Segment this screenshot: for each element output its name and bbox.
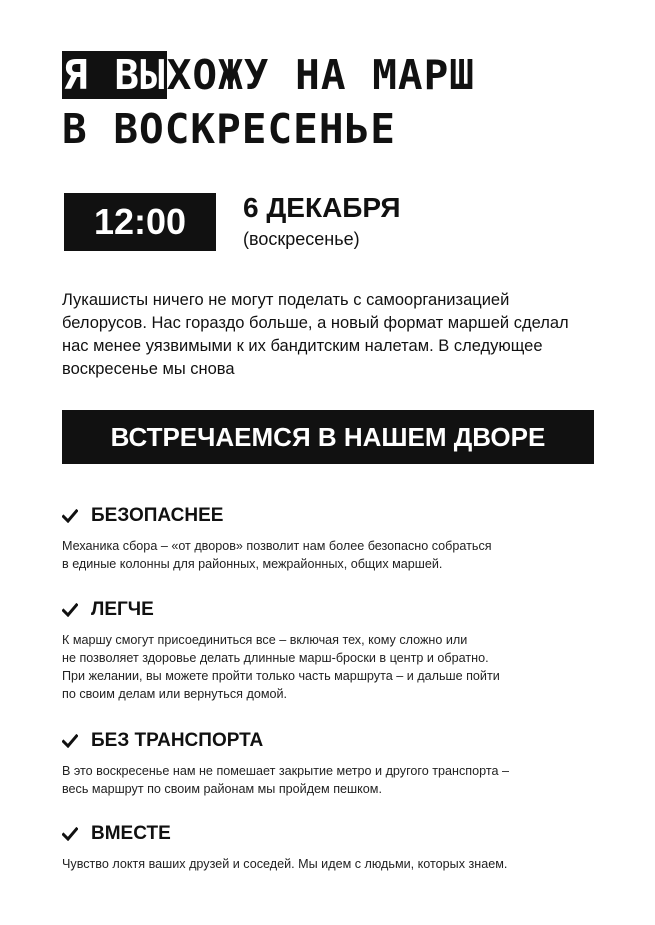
feature-text-line: К маршу смогут присоединиться все – включая тех, кому сложно или <box>62 633 468 647</box>
event-weekday: (воскресенье) <box>243 229 360 249</box>
feature-easier <box>62 597 622 703</box>
checkmark-icon <box>62 509 78 523</box>
feature-description <box>62 762 622 798</box>
intro-line: нас менее уязвимыми к их бандитским налетам. В следующее <box>62 337 543 355</box>
feature-text-line: в единые колонны для районных, межрайонных, общих маршей. <box>62 557 443 571</box>
feature-description <box>62 537 622 573</box>
feature-description <box>62 855 622 873</box>
feature-title: ВМЕСТЕ <box>91 823 171 844</box>
intro-paragraph <box>62 289 622 381</box>
checkmark-icon <box>62 603 78 617</box>
intro-line: белорусов. Нас гораздо больше, а новый формат маршей сделал <box>62 314 569 332</box>
feature-text-line: по своим делам или вернуться домой. <box>62 687 288 701</box>
headline-rest: ХОЖУ НА МАРШ <box>166 51 475 99</box>
feature-title: БЕЗ ТРАНСПОРТА <box>91 730 264 751</box>
feature-no-transport <box>62 728 622 798</box>
feature-text-line: весь маршрут по своим районам мы пройдем пешком. <box>62 782 382 796</box>
intro-line: Лукашисты ничего не могут поделать с самоорганизацией <box>62 291 510 309</box>
event-date: 6 ДЕКАБРЯ <box>243 192 401 223</box>
feature-text-line: При желании, вы можете пройти только часть маршрута – и дальше пойти <box>62 669 500 683</box>
feature-together <box>62 821 622 873</box>
intro-line: воскресенье мы снова <box>62 360 235 378</box>
feature-title: БЕЗОПАСНЕЕ <box>91 505 224 526</box>
headline-line-1 <box>62 52 475 98</box>
checkmark-icon <box>62 827 78 841</box>
headline-highlight: Я ВЫ <box>63 51 166 99</box>
feature-text-line: не позволяет здоровье делать длинные марш-броски в центр и обратно. <box>62 651 489 665</box>
feature-text-line: Механика сбора – «от дворов» позволит нам более безопасно собраться <box>62 539 492 553</box>
feature-text-line: В это воскресенье нам не помешает закрытие метро и другого транспорта – <box>62 764 509 778</box>
feature-safer <box>62 503 622 573</box>
feature-title: ЛЕГЧЕ <box>91 599 154 620</box>
event-time-badge: 12:00 <box>64 193 216 251</box>
headline-line-2: В ВОСКРЕСЕНЬЕ <box>62 105 396 153</box>
checkmark-icon <box>62 734 78 748</box>
feature-description <box>62 631 622 703</box>
feature-text-line: Чувство локтя ваших друзей и соседей. Мы идем с людьми, которых знаем. <box>62 857 508 871</box>
meeting-banner: ВСТРЕЧАЕМСЯ В НАШЕМ ДВОРЕ <box>62 410 594 464</box>
